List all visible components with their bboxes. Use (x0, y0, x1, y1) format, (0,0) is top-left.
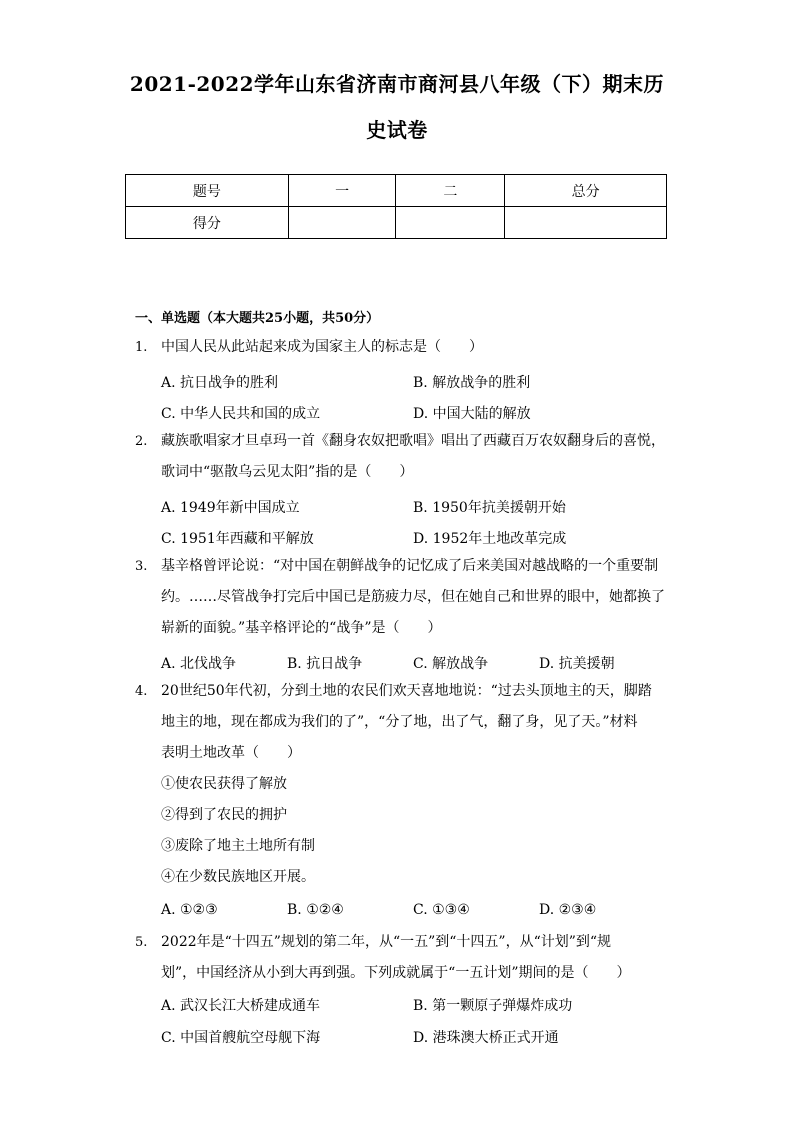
answer-option[interactable]: C. 中华人民共和国的成立 (161, 406, 321, 422)
answer-option[interactable]: C. ①③④ (413, 902, 470, 918)
question-number: 1. (135, 340, 148, 355)
question-stem-line: 约。……尽管战争打完后中国已是筋疲力尽，但在她自己和世界的眼中，她都换了 (161, 589, 665, 605)
score-table-header-row (126, 175, 667, 207)
question-number: 3. (135, 559, 148, 574)
answer-option[interactable]: C. 1951年西藏和平解放 (161, 531, 314, 547)
score-header-cell: 题号 (126, 175, 289, 207)
answer-option[interactable]: B. 抗日战争 (287, 656, 363, 672)
answer-option[interactable]: A. 北伐战争 (161, 656, 237, 672)
question-number: 5. (135, 935, 148, 950)
question-number: 4. (135, 684, 148, 699)
answer-option[interactable]: D. 抗美援朝 (539, 656, 615, 672)
question-number: 2. (135, 434, 148, 449)
question-stem-line: 2022年是“十四五”规划的第二年，从“一五”到“十四五”，从“计划”到“规 (161, 934, 612, 950)
question-stem-line: ④在少数民族地区开展。 (161, 869, 315, 885)
answer-option[interactable]: D. 1952年土地改革完成 (413, 531, 567, 547)
score-cell (396, 207, 505, 239)
question-stem-line: ③废除了地主土地所有制 (161, 838, 315, 854)
question-stem-line: ②得到了农民的拥护 (161, 807, 287, 823)
question-stem-line: 中国人民从此站起来成为国家主人的标志是（ ） (161, 339, 483, 355)
question-stem-line: ①使农民获得了解放 (161, 776, 287, 792)
answer-option[interactable]: B. ①②④ (287, 902, 344, 918)
question-stem-line: 歌词中“驱散乌云见太阳”指的是（ ） (161, 464, 414, 480)
score-header-cell: 一 (288, 175, 396, 207)
answer-option[interactable]: B. 1950年抗美援朝开始 (413, 500, 566, 516)
answer-option[interactable]: D. 中国大陆的解放 (413, 406, 531, 422)
score-table-row (126, 207, 667, 239)
page-title-line-2: 史试卷 (366, 118, 428, 142)
answer-option[interactable]: B. 解放战争的胜利 (413, 375, 531, 391)
question-stem-line: 地主的地，现在都成为我们的了”，“分了地，出了气，翻了身，见了天。”材料 (161, 714, 638, 730)
score-table (125, 174, 667, 239)
answer-option[interactable]: D. ②③④ (539, 902, 597, 918)
answer-option[interactable]: A. ①②③ (161, 902, 218, 918)
section-heading: 一、单选题（本大题共25小题，共50分） (135, 311, 380, 326)
question-stem-line: 藏族歌唱家才旦卓玛一首《翻身农奴把歌唱》唱出了西藏百万农奴翻身后的喜悦， (161, 433, 665, 449)
answer-option[interactable]: A. 抗日战争的胜利 (161, 375, 279, 391)
page-title-line-1: 2021-2022学年山东省济南市商河县八年级（下）期末历 (129, 72, 665, 96)
score-row-label: 得分 (126, 207, 289, 239)
score-cell (505, 207, 667, 239)
question-stem-line: 崭新的面貌。”基辛格评论的“战争”是（ ） (161, 620, 442, 636)
question-stem-line: 表明土地改革（ ） (161, 745, 301, 761)
score-cell (288, 207, 396, 239)
question-stem-line: 20世纪50年代初，分到土地的农民们欢天喜地地说：“过去头顶地主的天，脚踏 (161, 683, 652, 699)
answer-option[interactable]: A. 1949年新中国成立 (161, 500, 300, 516)
answer-option[interactable]: D. 港珠澳大桥正式开通 (413, 1030, 559, 1046)
answer-option[interactable]: B. 第一颗原子弹爆炸成功 (413, 998, 573, 1014)
question-stem-line: 基辛格曾评论说：“对中国在朝鲜战争的记忆成了后来美国对越战略的一个重要制 (161, 558, 659, 574)
question-stem-line: 划”，中国经济从小到大再到强。下列成就属于“一五计划”期间的是（ ） (161, 965, 631, 981)
answer-option[interactable]: C. 中国首艘航空母舰下海 (161, 1030, 321, 1046)
answer-option[interactable]: C. 解放战争 (413, 656, 489, 672)
score-header-cell: 总分 (505, 175, 667, 207)
score-header-cell: 二 (396, 175, 505, 207)
answer-option[interactable]: A. 武汉长江大桥建成通车 (161, 998, 321, 1014)
